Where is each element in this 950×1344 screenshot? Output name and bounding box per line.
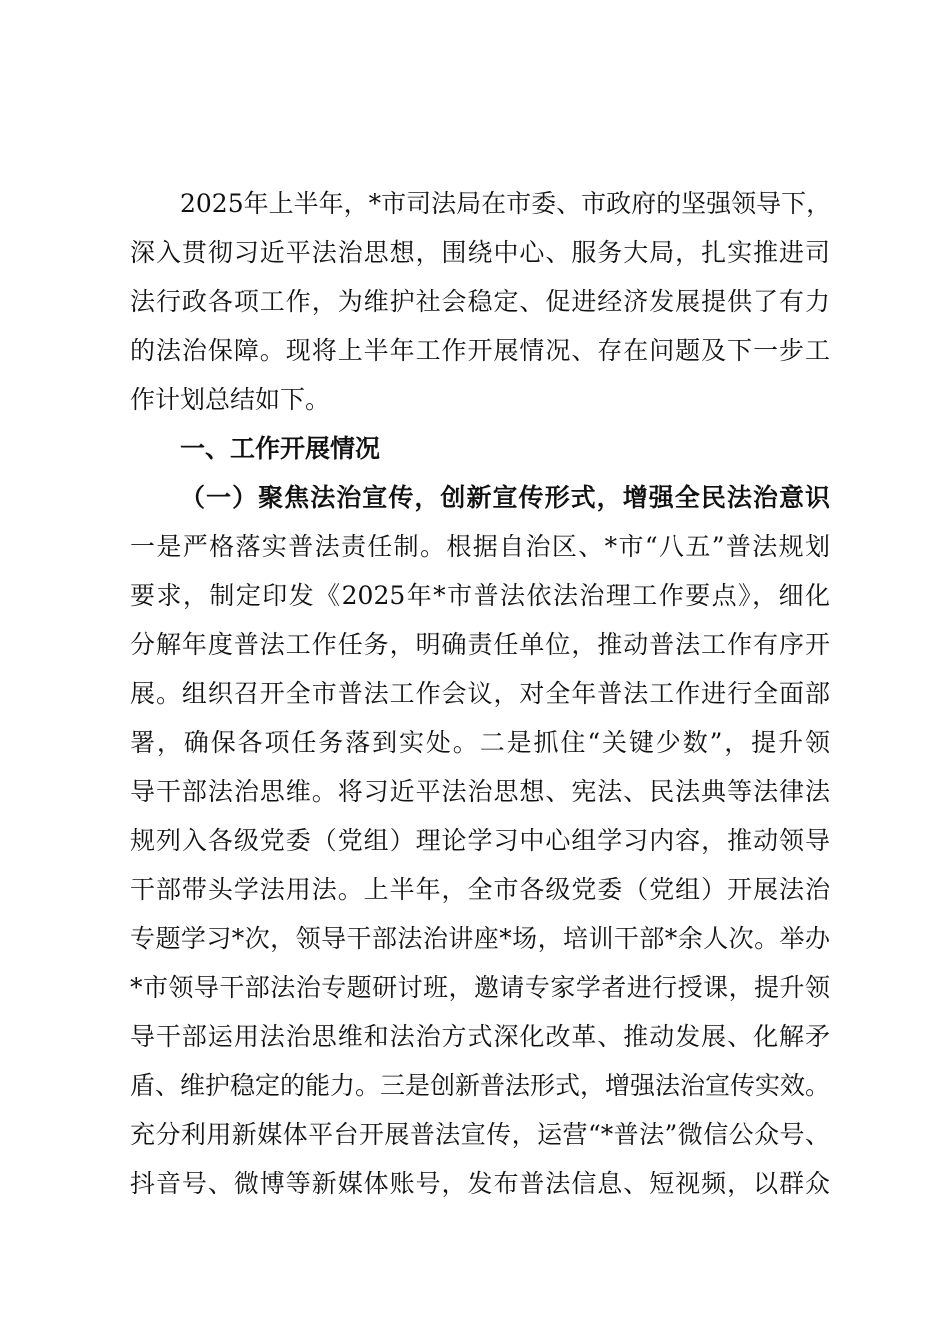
body-line-10: *市领导干部法治专题研讨班，邀请专家学者进行授课，提升领: [130, 973, 830, 1002]
body-line-6: 导干部法治思维。将习近平法治思想、宪法、民法典等法律法: [130, 777, 830, 806]
intro-line-2: 深入贯彻习近平法治思想，围绕中心、服务大局，扎实推进司: [130, 238, 830, 267]
body-line-8: 干部带头学法用法。上半年，全市各级党委（党组）开展法治: [130, 875, 830, 904]
body-line-12: 盾、维护稳定的能力。三是创新普法形式，增强法治宣传实效。: [130, 1071, 831, 1100]
section-heading: 一、工作开展情况: [180, 434, 381, 463]
intro-line-4: 的法治保障。现将上半年工作开展情况、存在问题及下一步工: [130, 336, 830, 365]
body-line-5: 署，确保各项任务落到实处。二是抓住“关键少数”，提升领: [130, 728, 830, 757]
body-line-11: 导干部运用法治思维和法治方式深化改革、推动发展、化解矛: [130, 1022, 830, 1051]
body-line-7: 规列入各级党委（党组）理论学习中心组学习内容，推动领导: [130, 826, 830, 855]
body-line-9: 专题学习*次，领导干部法治讲座*场，培训干部*余人次。举办: [130, 924, 830, 953]
intro-line-3: 法行政各项工作，为维护社会稳定、促进经济发展提供了有力: [130, 287, 830, 316]
body-line-4: 展。组织召开全市普法工作会议，对全年普法工作进行全面部: [130, 679, 830, 708]
subsection-heading: （一）聚焦法治宣传，创新宣传形式，增强全民法治意识: [180, 483, 830, 512]
body-line-2: 要求，制定印发《2025年*市普法依法治理工作要点》，细化: [130, 581, 830, 610]
body-line-1: 一是严格落实普法责任制。根据自治区、*市“八五”普法规划: [130, 532, 830, 561]
intro-line-5: 作计划总结如下。: [130, 385, 331, 414]
intro-line-1: 2025年上半年，*市司法局在市委、市政府的坚强领导下，: [180, 189, 832, 218]
body-line-13: 充分利用新媒体平台开展普法宣传，运营“*普法”微信公众号、: [130, 1120, 830, 1149]
body-line-3: 分解年度普法工作任务，明确责任单位，推动普法工作有序开: [130, 630, 830, 659]
body-line-14: 抖音号、微博等新媒体账号，发布普法信息、短视频，以群众: [130, 1169, 830, 1198]
